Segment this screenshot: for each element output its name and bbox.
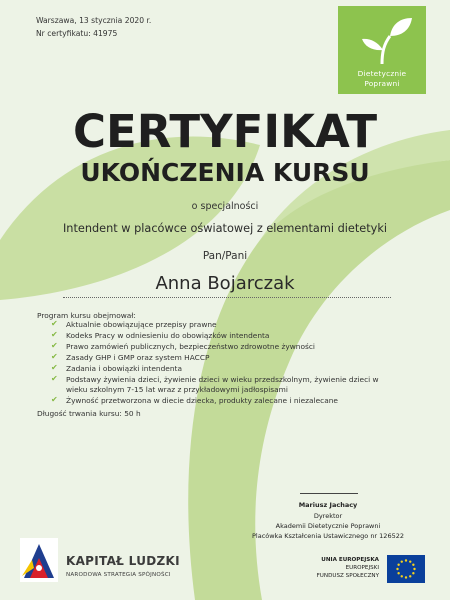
name-dotted-line (63, 297, 391, 298)
check-icon: ✔ (51, 341, 58, 350)
check-icon: ✔ (51, 374, 58, 383)
eu-star (409, 575, 411, 577)
certificate-subtitle: UKOŃCZENIA KURSU (80, 158, 370, 187)
eu-flag-icon (387, 555, 425, 583)
signatory-name: Mariusz Jachacy (298, 501, 358, 509)
list-item: ✔ Zadania i obowiązki intendenta (51, 363, 182, 373)
certificate-title: CERTYFIKAT (72, 105, 378, 158)
salutation: Pan/Pani (202, 250, 248, 262)
check-icon: ✔ (51, 363, 58, 372)
kapital-ludzki-logo-icon (20, 538, 58, 582)
certificate-meta (36, 14, 151, 40)
eu-star (396, 568, 398, 570)
list-item: ✔ Zasady GHP i GMP oraz system HACCP (51, 352, 210, 362)
eu-line2: EUROPEJSKI (345, 565, 379, 571)
eu-star (401, 575, 403, 577)
signatory-org: Akademii Dietetycznie Poprawni (275, 522, 381, 530)
eu-star (397, 564, 399, 566)
list-item: ✔ Żywność przetworzona w diecie dziecka, produkty zalecane i niezalecane (51, 394, 338, 405)
check-icon: ✔ (51, 330, 58, 339)
eu-star (405, 559, 407, 561)
specialty-label: o specjalności (191, 201, 259, 212)
eu-star (397, 572, 399, 574)
kapital-ludzki-title: KAPITAŁ LUDZKI (66, 554, 180, 568)
signatory-role: Dyrektor (313, 512, 343, 520)
eu-star (413, 568, 415, 570)
signatory-registry: Placówka Kształcenia Ustawicznego nr 126522 (251, 532, 404, 540)
eu-star (401, 560, 403, 562)
eu-line3: FUNDUSZ SPOŁECZNY (316, 573, 379, 579)
eu-star (409, 560, 411, 562)
course-duration: Długość trwania kursu: 50 h (37, 409, 141, 418)
list-item: ✔ Prawo zamówień publicznych, bezpieczeństwo zdrowotne żywności (51, 341, 315, 351)
program-label: Program kursu obejmował: (37, 311, 136, 320)
list-item: ✔ Aktualnie obowiązujące przepisy prawne (51, 319, 217, 329)
logo-line2: Poprawni (364, 79, 400, 88)
certificate-number: Nr certyfikatu: 41975 (36, 29, 118, 38)
eu-line1: UNIA EUROPEJSKA (321, 557, 379, 563)
eu-star (412, 564, 414, 566)
recipient-name: Anna Bojarczak (155, 273, 295, 294)
eu-star (412, 572, 414, 574)
logo-line1: Dietetycznie (357, 69, 407, 78)
sprout-icon (338, 6, 426, 68)
brand-logo (338, 6, 426, 94)
check-icon: ✔ (51, 394, 58, 404)
specialty-value: Intendent w placówce oświatowej z elementami dietetyki (62, 222, 388, 235)
list-item: ✔ Kodeks Pracy w odniesieniu do obowiązków intendenta (51, 330, 270, 340)
check-icon: ✔ (51, 319, 58, 328)
list-item: ✔ Podstawy żywienia dzieci, żywienie dzieci w wieku przedszkolnym, żywienie dzieci w wieku szkolnym 7-15 lat wraz z przykładowymi jadłospisami (51, 374, 379, 394)
kapital-ludzki-subtitle: NARODOWA STRATEGIA SPÓJNOŚCI (66, 572, 171, 578)
program-list (51, 319, 396, 407)
eu-star (405, 576, 407, 578)
check-icon: ✔ (51, 352, 58, 361)
signature-line (300, 493, 358, 494)
place-date: Warszawa, 13 stycznia 2020 r. (36, 16, 152, 25)
